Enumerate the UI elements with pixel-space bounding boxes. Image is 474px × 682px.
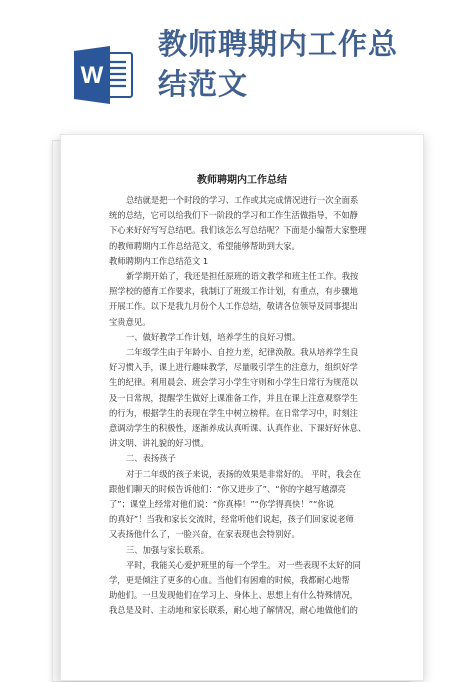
document-line: 平时，我能关心爱护班里的每一个学生。 对一些表现不太好的同 bbox=[126, 559, 361, 570]
title-line-1: 教师聘期内工作总 bbox=[158, 27, 399, 61]
document-page bbox=[60, 134, 424, 681]
document-line: 学，更是倾注了更多的心血。当他们有困难的时候，我都耐心地帮 bbox=[109, 575, 350, 586]
document-line: 开展工作。以下是我九月份个人工作总结，敬请各位领导及同事提出 bbox=[109, 301, 358, 312]
document-line: 三、加强与家长联系。 bbox=[126, 544, 209, 555]
document-line: 的教师聘期内工作总结范文，希望能够帮助到大家。 bbox=[109, 240, 300, 251]
document-line: 新学期开始了，我还是担任原班的语文教学和班主任工作。我按 bbox=[126, 271, 359, 282]
document-line: 对于二年级的孩子来说，表扬的效果是非常好的。 平时，我会在 bbox=[126, 468, 361, 479]
document-line: 照学校的德育工作要求，我制订了班级工作计划，有重点，有步骤地 bbox=[109, 286, 358, 297]
document-line: 宝贵意见。 bbox=[109, 316, 151, 327]
document-line: 讲文明、讲礼貌的好习惯。 bbox=[109, 438, 209, 449]
document-line: 好习惯入手，课上进行趣味教学，尽量吸引学生的注意力，组织好学 bbox=[109, 362, 358, 373]
title-line-2: 结范文 bbox=[158, 67, 249, 101]
header bbox=[0, 0, 474, 120]
document-line: 二、表扬孩子 bbox=[126, 453, 176, 464]
document-line: 生的纪律。利用晨会、班会学习小学生守则和小学生日常行为规范以 bbox=[109, 377, 358, 388]
document-line: 二年级学生由于年龄小、自控力差，纪律涣散。我从培养学生良 bbox=[126, 347, 359, 358]
document-line: 又表扬他什么了，一脸兴奋，在家表现也会特别好。 bbox=[109, 529, 300, 540]
document-line: 跟他们聊天的时候告诉他们：“你又进步了”、“你的字越写越漂亮 bbox=[109, 483, 346, 494]
document-body bbox=[109, 193, 393, 619]
document-line: 统的总结，它可以给我们下一阶段的学习和工作生活做指导，不如静 bbox=[109, 210, 358, 221]
svg-text:W: W bbox=[80, 62, 104, 89]
document-line: 一、做好教学工作计划，培养学生的良好习惯。 bbox=[126, 331, 301, 342]
document-line: 的真好”！当我和家长交流时，经常听他们说起，孩子们回家说老师 bbox=[109, 514, 354, 525]
document-title: 教师聘期内工作总结 bbox=[197, 175, 287, 186]
document-line: 的行为，根据学生的表现在学生中树立榜样。在日常学习中，时刻注 bbox=[109, 407, 358, 418]
document-line: 及一日常规，提醒学生做好上课准备工作，并且在课上注意观察学生 bbox=[109, 392, 358, 403]
page-title bbox=[158, 24, 458, 104]
document-preview bbox=[0, 120, 474, 669]
document-line: 教师聘期内工作总结范文 1 bbox=[109, 255, 209, 266]
document-line: 意调动学生的积极性，逐渐养成认真听课、认真作业、下课好好休息、 bbox=[109, 423, 367, 434]
word-document-icon bbox=[72, 44, 134, 106]
document-line: 下心来好好写写总结吧。我们该怎么写总结呢？下面是小编帮大家整理 bbox=[109, 225, 367, 236]
document-line: 我总是及时、主动地和家长联系，耐心地了解情况，耐心地做他们的 bbox=[109, 605, 358, 616]
document-line: 了”；课堂上经常对他们说：“你真棒！”“你学得真快！”“你说 bbox=[109, 499, 334, 510]
document-line: 助他们。一旦发现他们在学习上、身体上、思想上有什么特殊情况， bbox=[109, 590, 358, 601]
document-line: 总结就是把一个时段的学习、工作或其完成情况进行一次全面系 bbox=[126, 195, 359, 205]
